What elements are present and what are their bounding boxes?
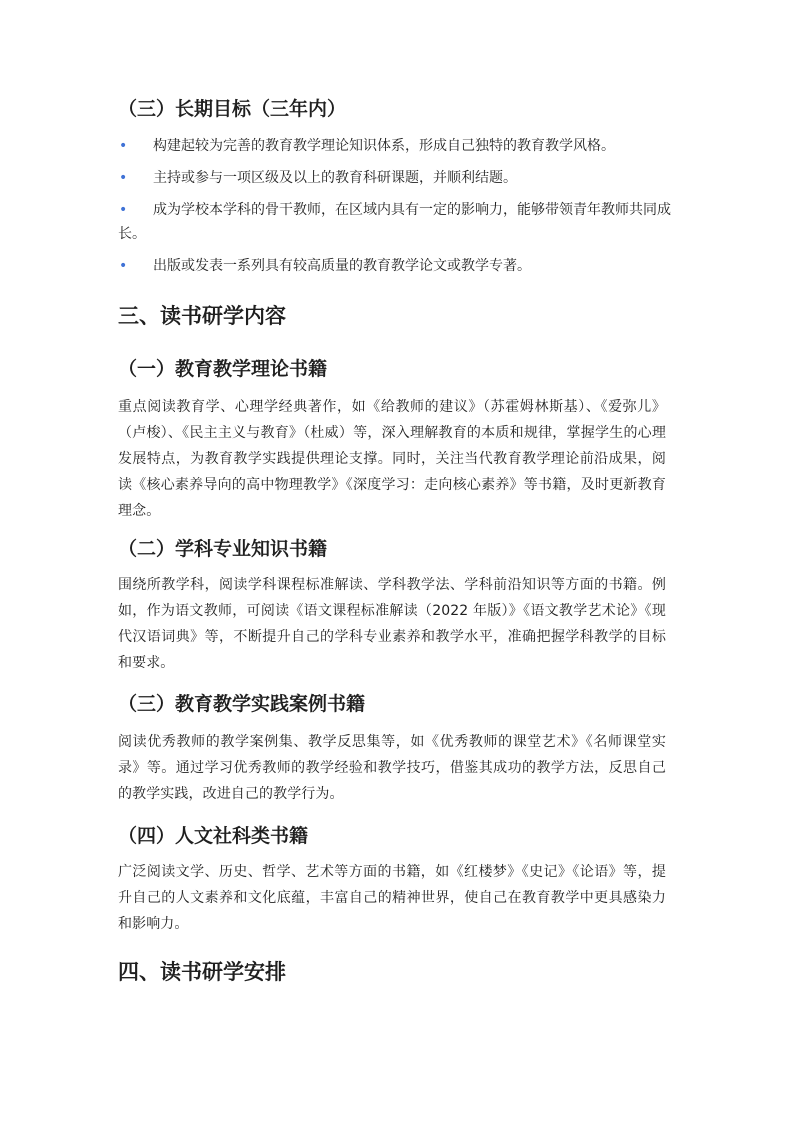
paragraph-theory-books: 重点阅读教育学、心理学经典著作，如《给教师的建议》（苏霍姆林斯基）、《爱弥儿》（卢梭）、《民主主义与教育》（杜威）等，深入理解教育的本质和规律，掌握学生的心理发展特点，为教育教学实践提供理论支撑。同时，关注当代教育教学理论前沿成果，阅读《核心素养导向的高中物理教学》《深度学习：走向核心素养》等书籍，及时更新教育理念。 xyxy=(118,399,666,519)
subsection-heading-subject-books: （二）学科专业知识书籍 xyxy=(118,538,328,560)
list-item xyxy=(118,254,678,278)
paragraph-practice-books: 阅读优秀教师的教学案例集、教学反思集等，如《优秀教师的课堂艺术》《名师课堂实录》等。通过学习优秀教师的教学经验和教学技巧，借鉴其成功的教学方法，反思自己的教学实践，改进自己的教学行为。 xyxy=(118,734,666,802)
subsection-heading-theory-books: （一）教育教学理论书籍 xyxy=(118,358,328,380)
bullet-icon: • xyxy=(119,258,128,274)
bullet-icon: • xyxy=(119,202,128,218)
list-item xyxy=(118,166,678,190)
long-term-goals-list xyxy=(118,134,678,278)
subsection-heading-humanities-books: （四）人文社科类书籍 xyxy=(118,825,309,847)
list-item-text: 出版或发表一系列具有较高质量的教育教学论文或教学专著。 xyxy=(153,258,531,274)
paragraph-humanities-books: 广泛阅读文学、历史、哲学、艺术等方面的书籍，如《红楼梦》《史记》《论语》等，提升自己的人文素养和文化底蕴，丰富自己的精神世界，使自己在教育教学中更具感染力和影响力。 xyxy=(118,864,666,932)
paragraph-subject-books: 围绕所教学科，阅读学科课程标准解读、学科教学法、学科前沿知识等方面的书籍。例如，作为语文教师，可阅读《语文课程标准解读（2022 年版）》《语文教学艺术论》《现代汉语词典》等，不断提升自己的学科专业素养和教学水平，准确把握学科教学的目标和要求。 xyxy=(118,577,666,671)
subsection-heading-practice-books: （三）教育教学实践案例书籍 xyxy=(118,693,366,715)
section-heading-reading-content: 三、读书研学内容 xyxy=(118,304,286,328)
list-item-text: 构建起较为完善的教育教学理论知识体系，形成自己独特的教育教学风格。 xyxy=(153,138,615,154)
section-heading-reading-schedule: 四、读书研学安排 xyxy=(118,960,286,984)
list-item-text: 成为学校本学科的骨干教师，在区域内具有一定的影响力，能够带领青年教师共同成长。 xyxy=(118,202,671,242)
long-term-goals-heading: （三）长期目标（三年内） xyxy=(118,98,347,120)
list-item-text: 主持或参与一项区级及以上的教育科研课题，并顺利结题。 xyxy=(153,170,517,186)
list-item xyxy=(118,134,678,158)
bullet-icon: • xyxy=(119,170,128,186)
list-item xyxy=(118,198,678,246)
bullet-icon: • xyxy=(119,138,128,154)
